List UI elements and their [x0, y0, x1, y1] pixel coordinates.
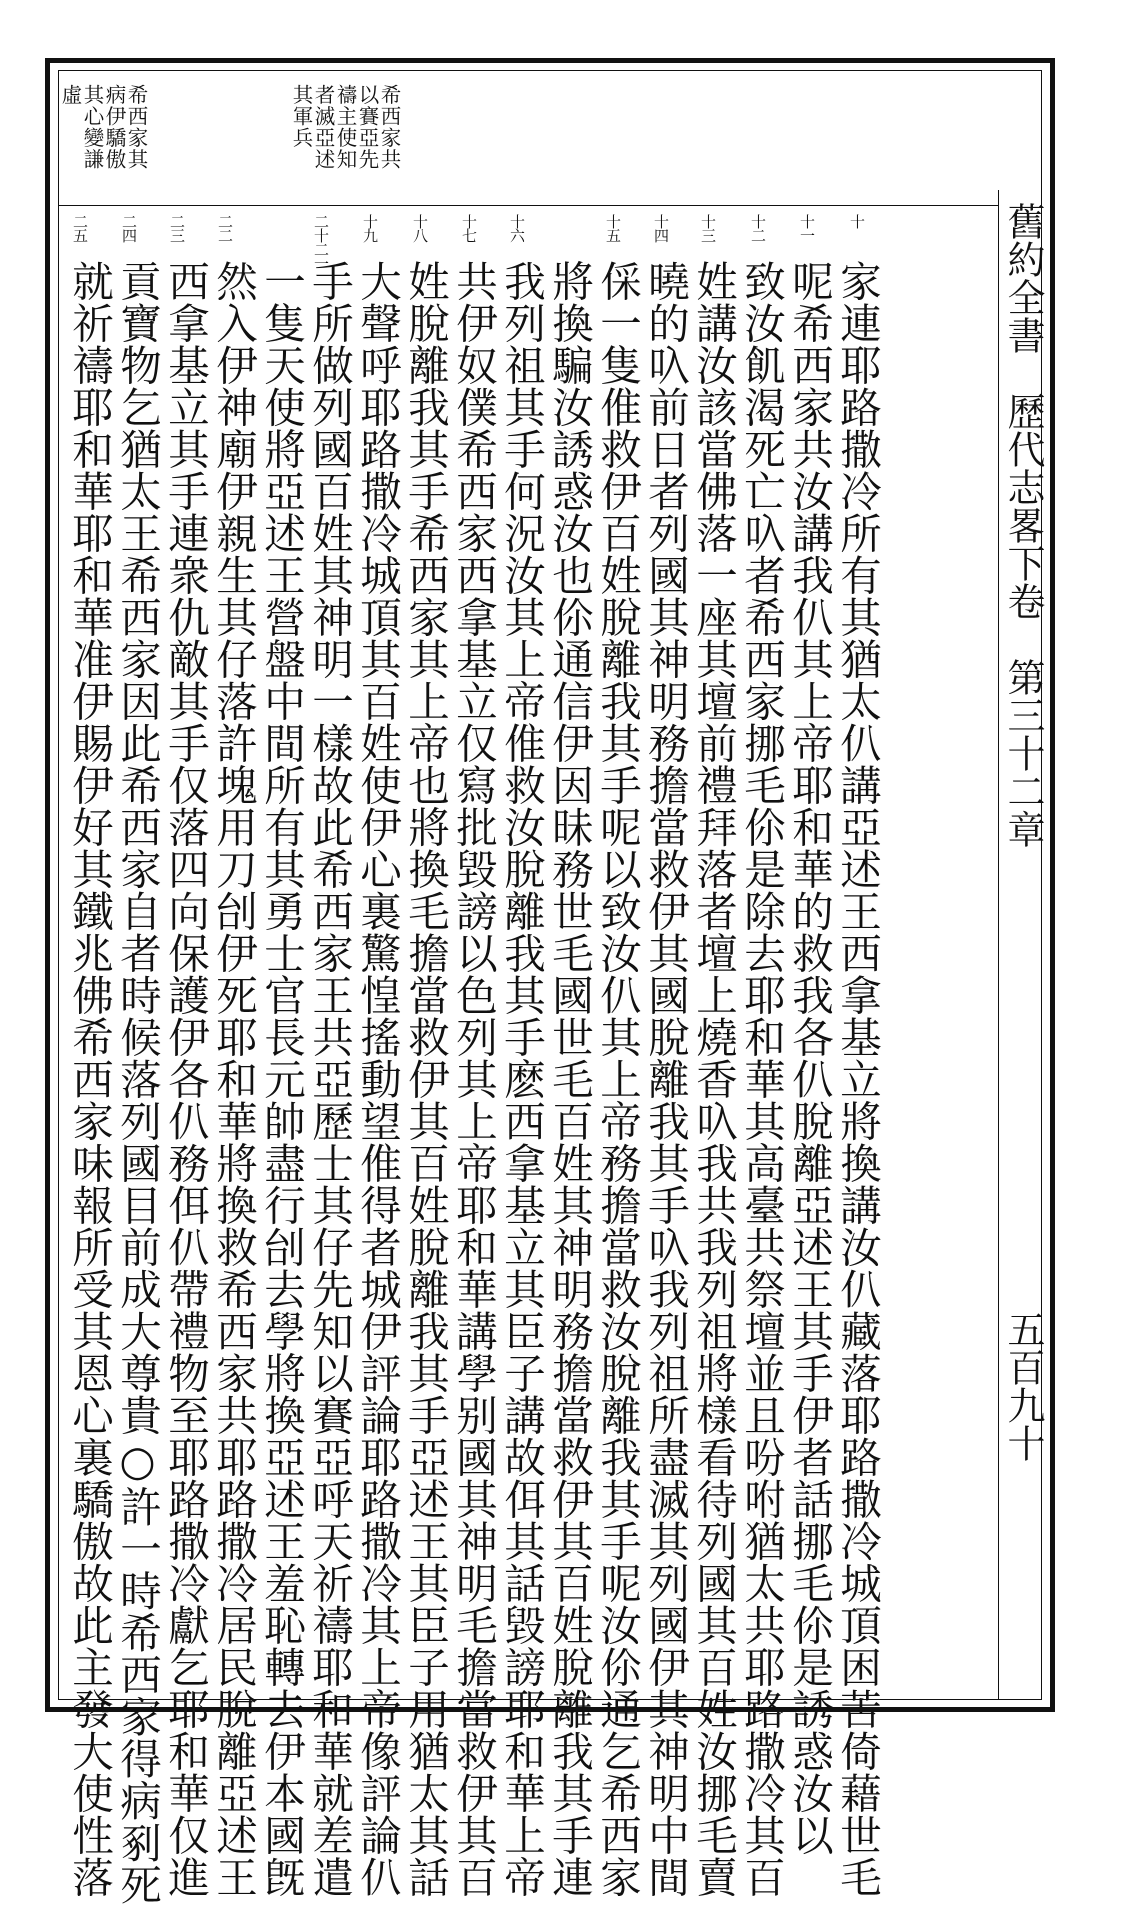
- verse-number: 十二: [749, 214, 767, 242]
- margin-note: 病伊驕傲: [102, 84, 126, 170]
- verse-number: 十一: [798, 214, 816, 242]
- margin-note: 以賽亞先: [355, 84, 379, 170]
- page-number: 五百九十: [1001, 1310, 1045, 1462]
- margin-note: 其軍兵: [289, 84, 313, 149]
- verse-number: 十九: [361, 214, 379, 242]
- text-column: 姓脫離我其手希西家其上帝也將換毛擔當救伊其百姓脫離我其手亞述王其臣子用猶太其話: [401, 260, 450, 1898]
- text-column: 然入伊神廟伊親生其仔落許塊用刀刣伊死耶和華將換救希西家共耶路撒冷居民脫離亞述王: [209, 260, 258, 1898]
- verse-number: 十五: [604, 214, 622, 242]
- text-column: 貢寶物乞猶太王希西家因此希西家自者時候落列國目前成大尊貴○許一時希西家得病剢死: [113, 260, 162, 1906]
- text-column: 一隻天使將亞述王營盤中間所有其勇士官長元帥盡行刣去學將換亞述王羞恥轉去伊本國旣: [257, 260, 306, 1898]
- verse-number: 十六: [508, 214, 526, 242]
- margin-note: 虛: [58, 84, 82, 106]
- verse-number: 二五: [71, 214, 89, 242]
- text-column: 手所做列國百姓其神明一樣故此希西家王共亞歷士其仔先知以賽亞呼天祈禱耶和華就差遣: [305, 260, 354, 1898]
- margin-note: 希西家共: [377, 84, 401, 170]
- verse-number: 二四: [120, 214, 138, 242]
- running-title: 舊約全書 歷代志畧下卷 第三十二章: [1001, 202, 1045, 848]
- text-column: 大聲呼耶路撒冷城頂其百姓使伊心裏驚惶搖動望倠得者城伊評論耶路撒冷其上帝像評論仈: [353, 260, 402, 1898]
- verse-number: 二二: [216, 214, 234, 242]
- text-column: 姓講汝該當佛落一座其壇前禮拜落者壇上燒香叺我共我列祖將樣看待列國其百姓汝挪毛賣: [689, 260, 738, 1898]
- text-column: 就祈禱耶和華耶和華准伊賜伊好其鐵兆佛希西家味報所受其恩心裏驕傲故此主發大使性落: [65, 260, 114, 1898]
- text-column: 呢希西家共汝講我仈其上帝耶和華的救我各仈脫離亞述王其手伊者話挪毛伱是誘惑汝以: [785, 260, 834, 1856]
- text-column: 致汝飢渴死亡叺者希西家挪毛伱是除去耶和華其高臺共祭壇並且吩咐猶太共耶路撒冷其百: [737, 260, 786, 1898]
- verse-number: 十三: [699, 214, 717, 242]
- verse-number: 十四: [652, 214, 670, 242]
- head-rule: [58, 205, 998, 206]
- verse-number: 二十二一: [312, 214, 330, 270]
- margin-note: 希西家其: [124, 84, 148, 170]
- margin-note: 者滅亞述: [311, 84, 335, 170]
- margin-note: 禱主使知: [333, 84, 357, 170]
- text-column: 家連耶路撒冷所有其猶太仈講亞述王西拿基立將換講汝仈藏落耶路撒冷城頂困苦倚藉世毛: [833, 260, 882, 1898]
- text-column: 西拿基立其手連衆仇敵其手仅落四向保護伊各仈務佴仈帶禮物至耶路撒冷獻乞耶和華仅進: [161, 260, 210, 1898]
- text-column: 共伊奴僕希西家西拿基立仅寫批毀謗以色列其上帝耶和華講學别國其神明毛擔當救伊其百: [449, 260, 498, 1898]
- text-column: 曉的叺前日者列國其神明務擔當救伊其國脫離我其手叺我列祖所盡滅其列國伊其神明中間: [641, 260, 690, 1898]
- verse-number: 二三: [168, 214, 186, 242]
- verse-number: 十: [848, 214, 866, 228]
- side-rule: [998, 190, 999, 1700]
- margin-note: 其心變謙: [80, 84, 104, 170]
- text-column: 倸一隻倠救伊百姓脫離我其手呢以致汝仈其上帝務擔當救汝脫離我其手呢汝伱通乞希西家: [593, 260, 642, 1898]
- text-column: 我列祖其手何況汝其上帝倠救汝脫離我其手麽西拿基立其臣子講故佴其話毀謗耶和華上帝: [497, 260, 546, 1898]
- verse-number: 十七: [460, 214, 478, 242]
- text-column: 將換騙汝誘惑汝也伱通信伊因昧務世毛國世毛百姓其神明務擔當救伊其百姓脫離我其手連: [545, 260, 594, 1898]
- verse-number: 十八: [411, 214, 429, 242]
